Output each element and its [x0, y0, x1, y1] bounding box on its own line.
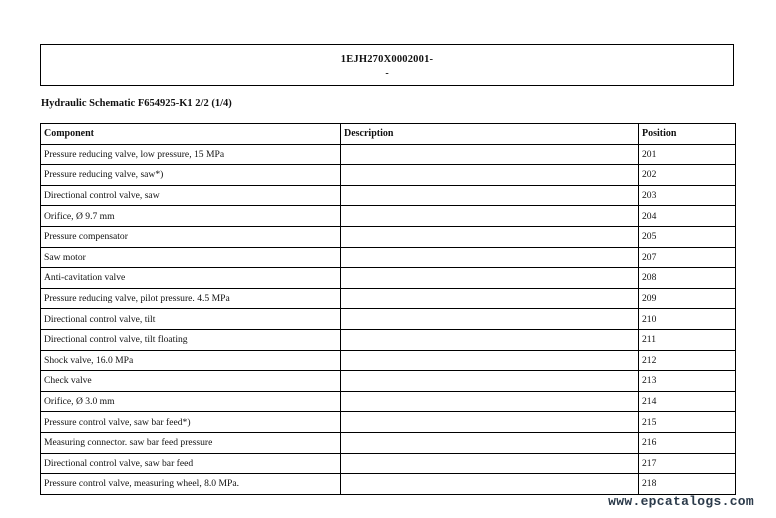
table-row [41, 371, 736, 392]
cell-description [341, 412, 639, 433]
cell-position: 217 [639, 453, 736, 474]
cell-description [341, 329, 639, 350]
cell-component: Directional control valve, saw bar feed [41, 453, 341, 474]
cell-position: 209 [639, 288, 736, 309]
cell-position: 212 [639, 350, 736, 371]
cell-position: 208 [639, 268, 736, 289]
cell-component: Pressure compensator [41, 226, 341, 247]
cell-description [341, 391, 639, 412]
cell-description [341, 474, 639, 495]
table-row [41, 350, 736, 371]
cell-component: Measuring connector. saw bar feed pressure [41, 432, 341, 453]
table-row [41, 474, 736, 495]
cell-position: 203 [639, 185, 736, 206]
cell-component: Directional control valve, tilt floating [41, 329, 341, 350]
cell-description [341, 288, 639, 309]
cell-position: 213 [639, 371, 736, 392]
cell-position: 215 [639, 412, 736, 433]
cell-component: Saw motor [41, 247, 341, 268]
table-row [41, 226, 736, 247]
document-code: 1EJH270X0002001- [340, 54, 434, 65]
cell-component: Directional control valve, saw [41, 185, 341, 206]
table-row [41, 391, 736, 412]
document-header-box [40, 44, 734, 86]
cell-component: Anti-cavitation valve [41, 268, 341, 289]
cell-description [341, 226, 639, 247]
cell-component: Check valve [41, 371, 341, 392]
cell-description [341, 165, 639, 186]
cell-description [341, 371, 639, 392]
cell-description [341, 309, 639, 330]
table-row [41, 247, 736, 268]
cell-position: 216 [639, 432, 736, 453]
watermark-url: www.epcatalogs.com [608, 494, 754, 509]
cell-position: 204 [639, 206, 736, 227]
cell-position: 211 [639, 329, 736, 350]
cell-position: 218 [639, 474, 736, 495]
cell-position: 202 [639, 165, 736, 186]
cell-position: 210 [639, 309, 736, 330]
table-row [41, 329, 736, 350]
components-table [40, 123, 736, 495]
column-header-component: Component [41, 124, 341, 145]
cell-component: Pressure control valve, measuring wheel, 8.0 MPa. [41, 474, 341, 495]
cell-description [341, 185, 639, 206]
cell-component: Orifice, Ø 3.0 mm [41, 391, 341, 412]
cell-position: 201 [639, 144, 736, 165]
table-row [41, 268, 736, 289]
cell-component: Pressure reducing valve, saw*) [41, 165, 341, 186]
cell-component: Pressure reducing valve, low pressure, 15 MPa [41, 144, 341, 165]
table-row [41, 144, 736, 165]
cell-component: Pressure control valve, saw bar feed*) [41, 412, 341, 433]
cell-description [341, 206, 639, 227]
cell-position: 214 [639, 391, 736, 412]
cell-description [341, 268, 639, 289]
cell-component: Directional control valve, tilt [41, 309, 341, 330]
table-row [41, 412, 736, 433]
table-row [41, 453, 736, 474]
table-row [41, 206, 736, 227]
table-row [41, 165, 736, 186]
cell-description [341, 453, 639, 474]
cell-position: 205 [639, 226, 736, 247]
cell-component: Orifice, Ø 9.7 mm [41, 206, 341, 227]
cell-description [341, 350, 639, 371]
cell-position: 207 [639, 247, 736, 268]
cell-description [341, 432, 639, 453]
table-row [41, 288, 736, 309]
table-row [41, 432, 736, 453]
table-header-row [41, 124, 736, 145]
table-row [41, 185, 736, 206]
column-header-description: Description [341, 124, 639, 145]
document-code-suffix: - [385, 68, 389, 79]
page-title: Hydraulic Schematic F654925-K1 2/2 (1/4) [41, 98, 232, 109]
column-header-position: Position [639, 124, 736, 145]
cell-description [341, 247, 639, 268]
cell-component: Shock valve, 16.0 MPa [41, 350, 341, 371]
cell-description [341, 144, 639, 165]
table-row [41, 309, 736, 330]
cell-component: Pressure reducing valve, pilot pressure. 4.5 MPa [41, 288, 341, 309]
